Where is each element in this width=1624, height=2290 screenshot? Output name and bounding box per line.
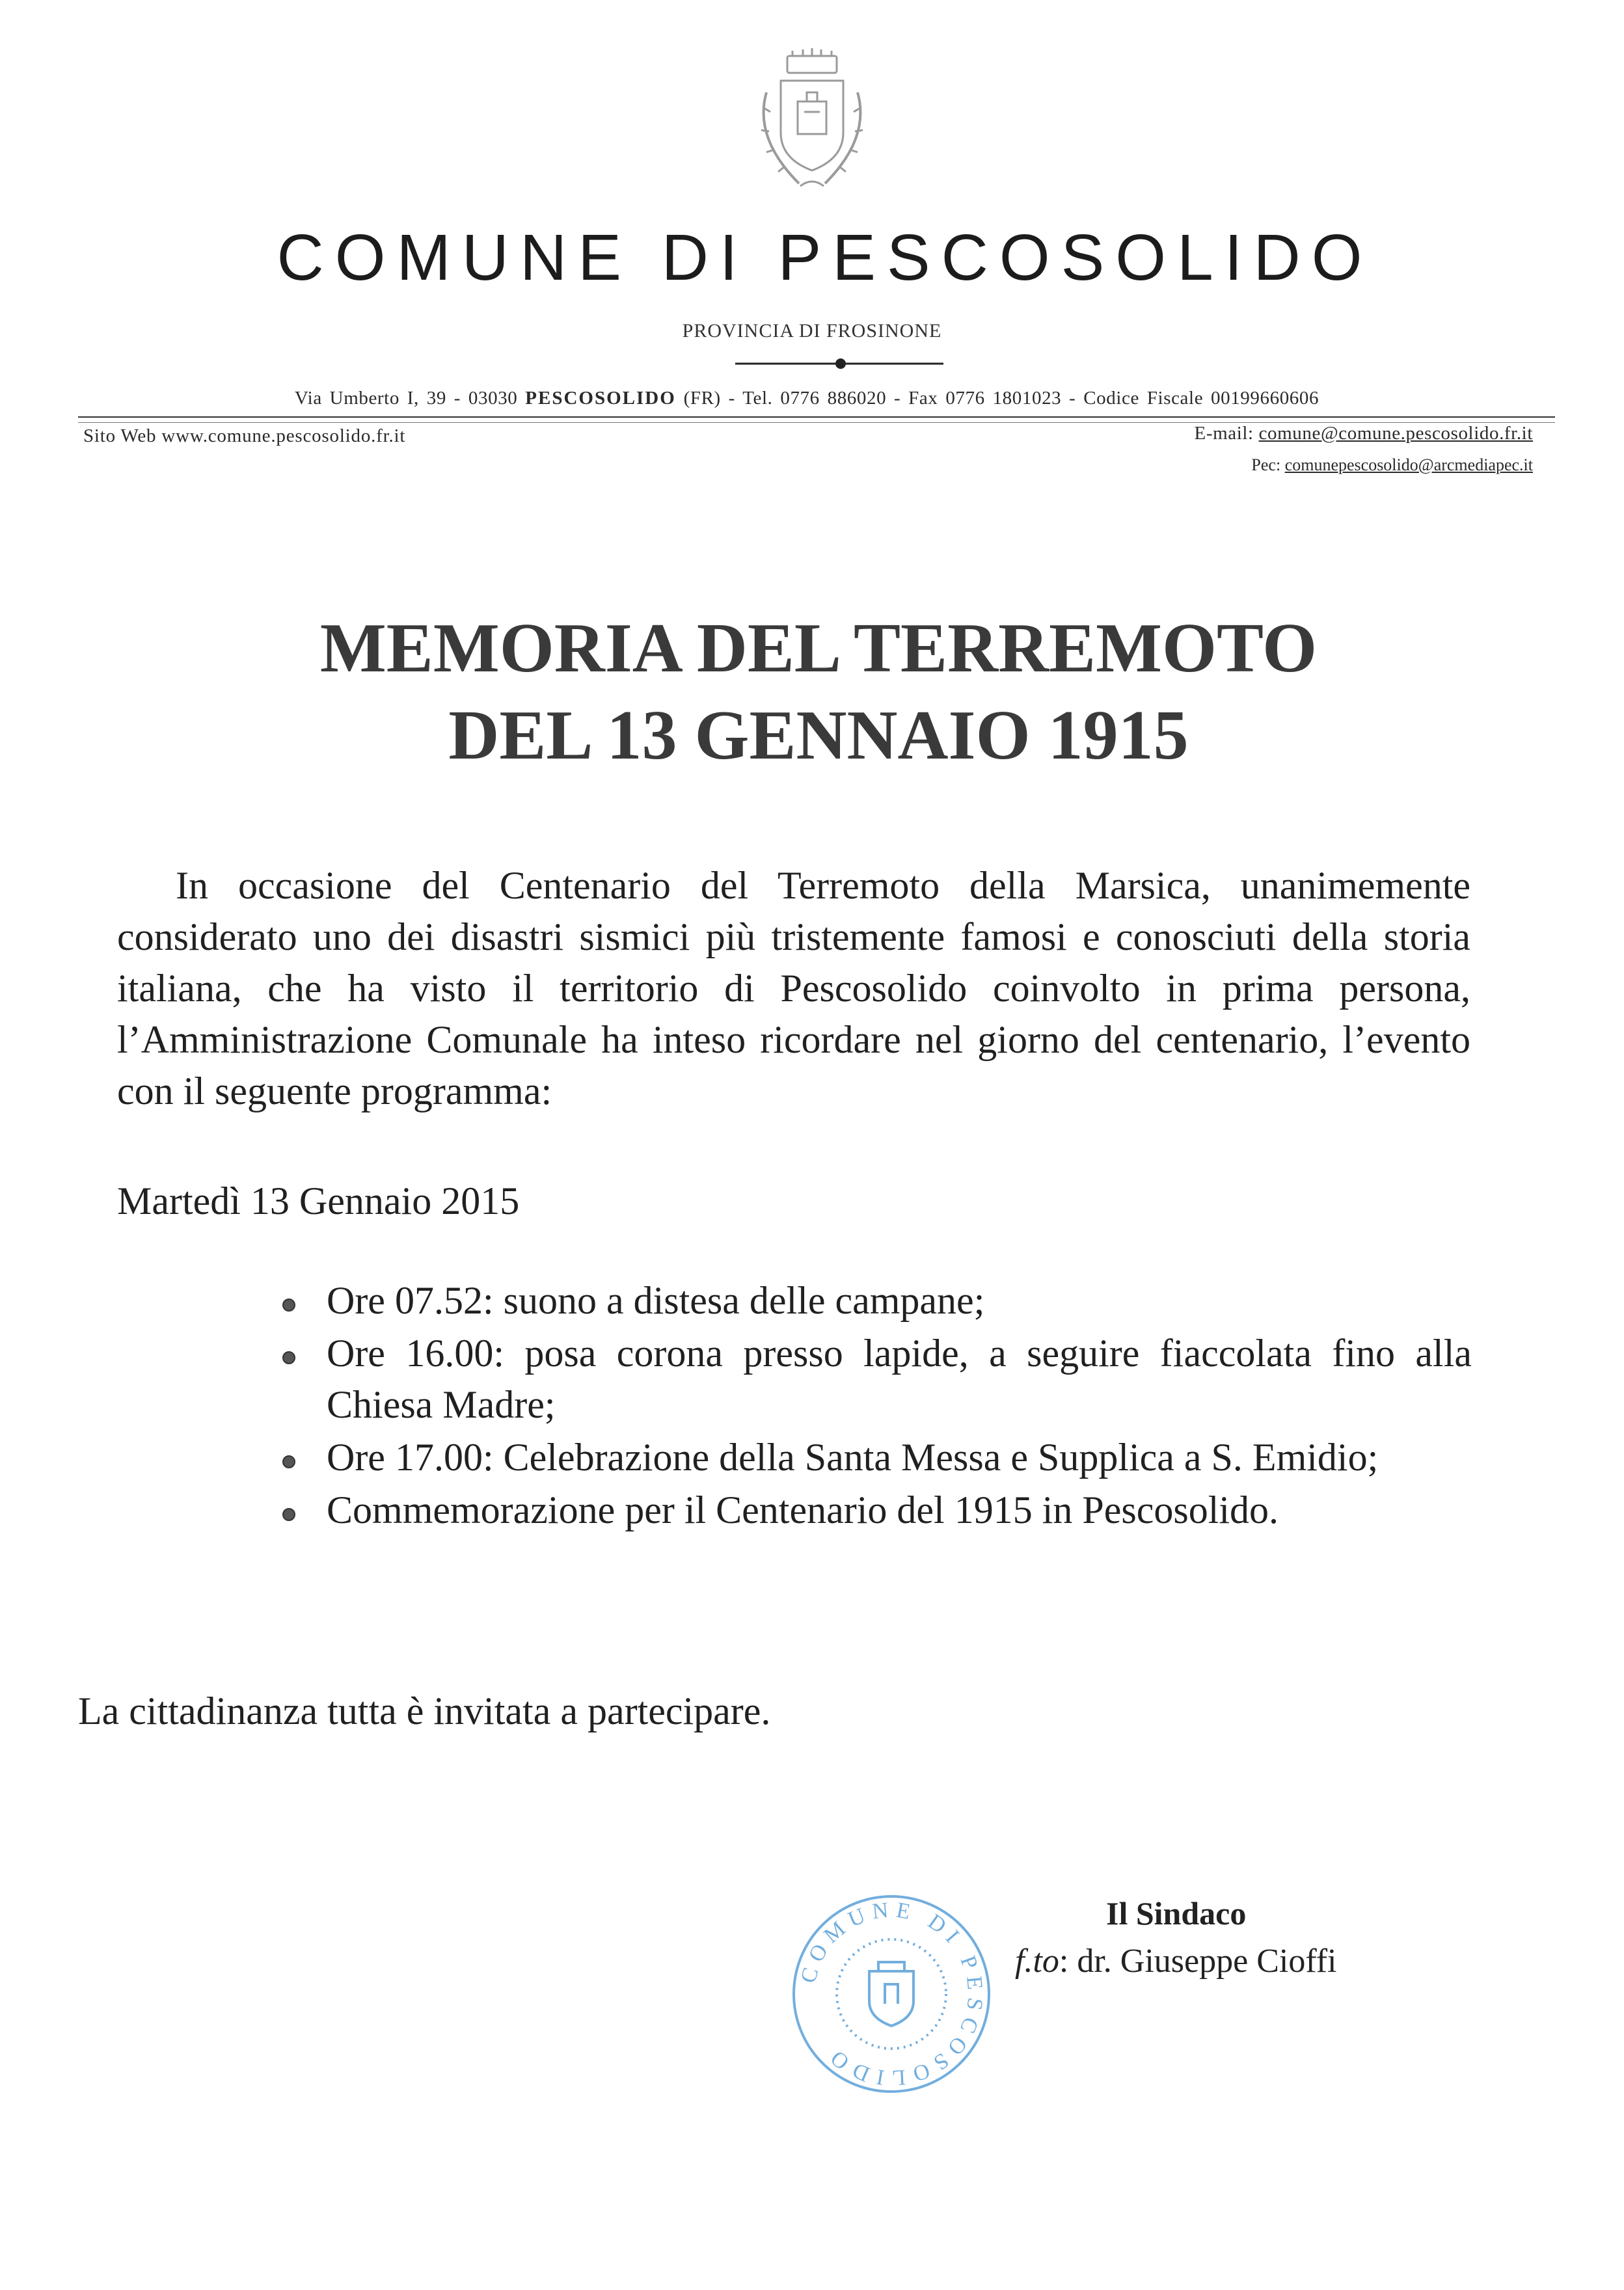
bullet-icon xyxy=(282,1508,295,1521)
event-date: Martedì 13 Gennaio 2015 xyxy=(117,1179,520,1222)
list-item xyxy=(273,1275,1472,1327)
list-item xyxy=(273,1485,1472,1536)
email-label: E-mail: xyxy=(1194,423,1254,444)
email-link[interactable]: comune@comune.pescosolido.fr.it xyxy=(1258,423,1533,444)
program-list xyxy=(273,1275,1472,1537)
pec-label: Pec: xyxy=(1251,455,1281,474)
municipality-title: COMUNE DI PESCOSOLIDO xyxy=(277,221,1374,294)
pec-line xyxy=(1251,455,1533,475)
official-stamp-icon xyxy=(787,1887,995,2101)
website-line xyxy=(83,425,405,447)
svg-text:COMUNE DI PESCOSOLIDO xyxy=(796,1898,988,2090)
program-item-text: Ore 07.52: suono a distesa delle campane; xyxy=(327,1279,985,1322)
program-item-text: Ore 17.00: Celebrazione della Santa Messa e Supplica a S. Emidio; xyxy=(327,1436,1379,1479)
town-name: PESCOSOLIDO xyxy=(525,388,676,409)
email-line xyxy=(1195,423,1533,444)
pec-link[interactable]: comunepescosolido@arcmediapec.it xyxy=(1284,455,1533,474)
signatory-name xyxy=(1015,1942,1336,1980)
program-item-text: Commemorazione per il Centenario del 1915 in Pescosolido. xyxy=(327,1488,1279,1531)
bullet-icon xyxy=(282,1299,295,1312)
website-label: Sito Web xyxy=(83,425,157,446)
province-label: PROVINCIA DI FROSINONE xyxy=(682,320,942,342)
fto-label: f.to xyxy=(1015,1943,1059,1980)
header-rule xyxy=(78,416,1555,418)
list-item xyxy=(273,1432,1472,1483)
intro-paragraph: In occasione del Centenario del Terremoto della Marsica, unanimemente considerato uno dei disastri sismici più tristemente famosi e conosciuti della storia italiana, che ha visto il territorio di Pescosolido coinvolto in prima persona, l’Amministrazione Comunale ha inteso ricordare nel giorno del centenario, l’evento con il seguente programma: xyxy=(117,864,1470,1112)
bullet-icon xyxy=(282,1455,295,1468)
bullet-icon xyxy=(282,1351,295,1364)
signatory-role: Il Sindaco xyxy=(1106,1895,1247,1932)
mayor-name: : dr. Giuseppe Cioffi xyxy=(1059,1943,1337,1980)
document-title-line-1: MEMORIA DEL TERREMOTO xyxy=(319,610,1318,687)
contact-details: (FR) - Tel. 0776 886020 - Fax 0776 1801023 - Codice Fiscale 00199660606 xyxy=(683,388,1320,409)
document-title-line-2: DEL 13 GENNAIO 1915 xyxy=(448,697,1189,774)
list-item xyxy=(273,1328,1472,1431)
stamp-text: COMUNE DI PESCOSOLIDO xyxy=(796,1898,988,2090)
contact-info-line xyxy=(156,388,1457,409)
municipal-crest-icon xyxy=(747,47,877,203)
closing-sentence: La cittadinanza tutta è invitata a partecipare. xyxy=(78,1690,771,1732)
divider-ornament xyxy=(735,355,943,372)
address-text: Via Umberto I, 39 - 03030 xyxy=(294,388,518,409)
program-item-text: Ore 16.00: posa corona presso lapide, a seguire fiaccolata fino alla Chiesa Madre; xyxy=(327,1332,1472,1426)
website-link[interactable]: www.comune.pescosolido.fr.it xyxy=(161,425,406,446)
